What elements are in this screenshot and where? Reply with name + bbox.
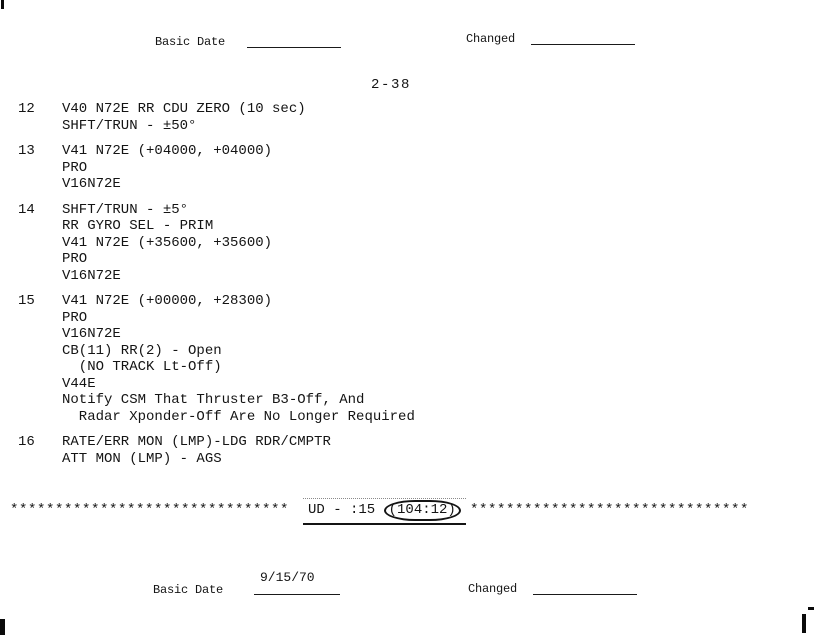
separator-stars-left: *******************************: [10, 502, 290, 518]
step-line: (NO TRACK Lt-Off): [62, 359, 222, 375]
scan-artifact: [1, 0, 4, 9]
step-12: [18, 101, 415, 134]
basic-date-blank-line-top: [247, 47, 341, 48]
basic-date-blank-line-bottom: [254, 594, 340, 595]
ud-time-callout: [303, 498, 466, 525]
basic-date-label-bottom: Basic Date: [153, 583, 224, 597]
step-line: Notify CSM That Thruster B3-Off, And: [62, 392, 365, 408]
step-line: Radar Xponder-Off Are No Longer Required: [62, 408, 415, 425]
step-line: CB(11) RR(2) - Open: [62, 342, 222, 359]
scan-artifact: [0, 619, 5, 635]
step-number: 12: [18, 101, 35, 117]
step-line: PRO: [62, 159, 88, 176]
step-line: V40 N72E RR CDU ZERO (10 sec): [62, 101, 306, 117]
step-15: [18, 293, 415, 425]
step-line: PRO: [62, 309, 88, 326]
step-line: V44E: [62, 375, 96, 392]
step-number: 14: [18, 201, 35, 218]
separator-stars-right: *******************************: [470, 502, 750, 518]
basic-date-label-top: Basic Date: [155, 35, 226, 49]
step-line: V16N72E: [62, 267, 121, 284]
step-lines: [62, 101, 306, 134]
step-line: V16N72E: [62, 176, 121, 192]
step-line: SHFT/TRUN - ±5°: [62, 201, 189, 218]
step-line: V41 N72E (+00000, +28300): [62, 293, 273, 309]
page-number: 2-38: [371, 77, 412, 93]
ud-time-circled: (104:12): [384, 500, 461, 521]
step-line: RATE/ERR MON (LMP)-LDG RDR/CMPTR: [62, 434, 331, 450]
changed-label-top: Changed: [466, 32, 516, 46]
step-number: 13: [18, 143, 35, 159]
step-line: V41 N72E (+35600, +35600): [62, 234, 273, 251]
changed-blank-line-top: [531, 44, 635, 45]
changed-blank-line-bottom: [533, 594, 637, 595]
step-lines: [62, 293, 415, 425]
step-lines: [62, 143, 272, 193]
scan-artifact: [802, 614, 806, 633]
step-16: [18, 434, 415, 467]
step-line: V16N72E: [62, 326, 121, 342]
step-lines: [62, 434, 331, 467]
step-line: V41 N72E (+04000, +04000): [62, 143, 273, 159]
step-line: SHFT/TRUN - ±50°: [62, 117, 197, 134]
step-line: RR GYRO SEL - PRIM: [62, 218, 214, 234]
step-number: 15: [18, 293, 35, 309]
procedure-steps: [18, 101, 415, 476]
step-14: [18, 202, 415, 285]
step-13: [18, 143, 415, 193]
step-line: PRO: [62, 251, 88, 267]
basic-date-value: 9/15/70: [260, 570, 315, 585]
step-lines: [62, 202, 272, 285]
changed-label-bottom: Changed: [468, 582, 518, 596]
step-number: 16: [18, 434, 35, 450]
step-line: ATT MON (LMP) - AGS: [62, 450, 222, 467]
ud-label-text: UD - :15: [308, 502, 384, 518]
scan-artifact: [808, 607, 814, 610]
